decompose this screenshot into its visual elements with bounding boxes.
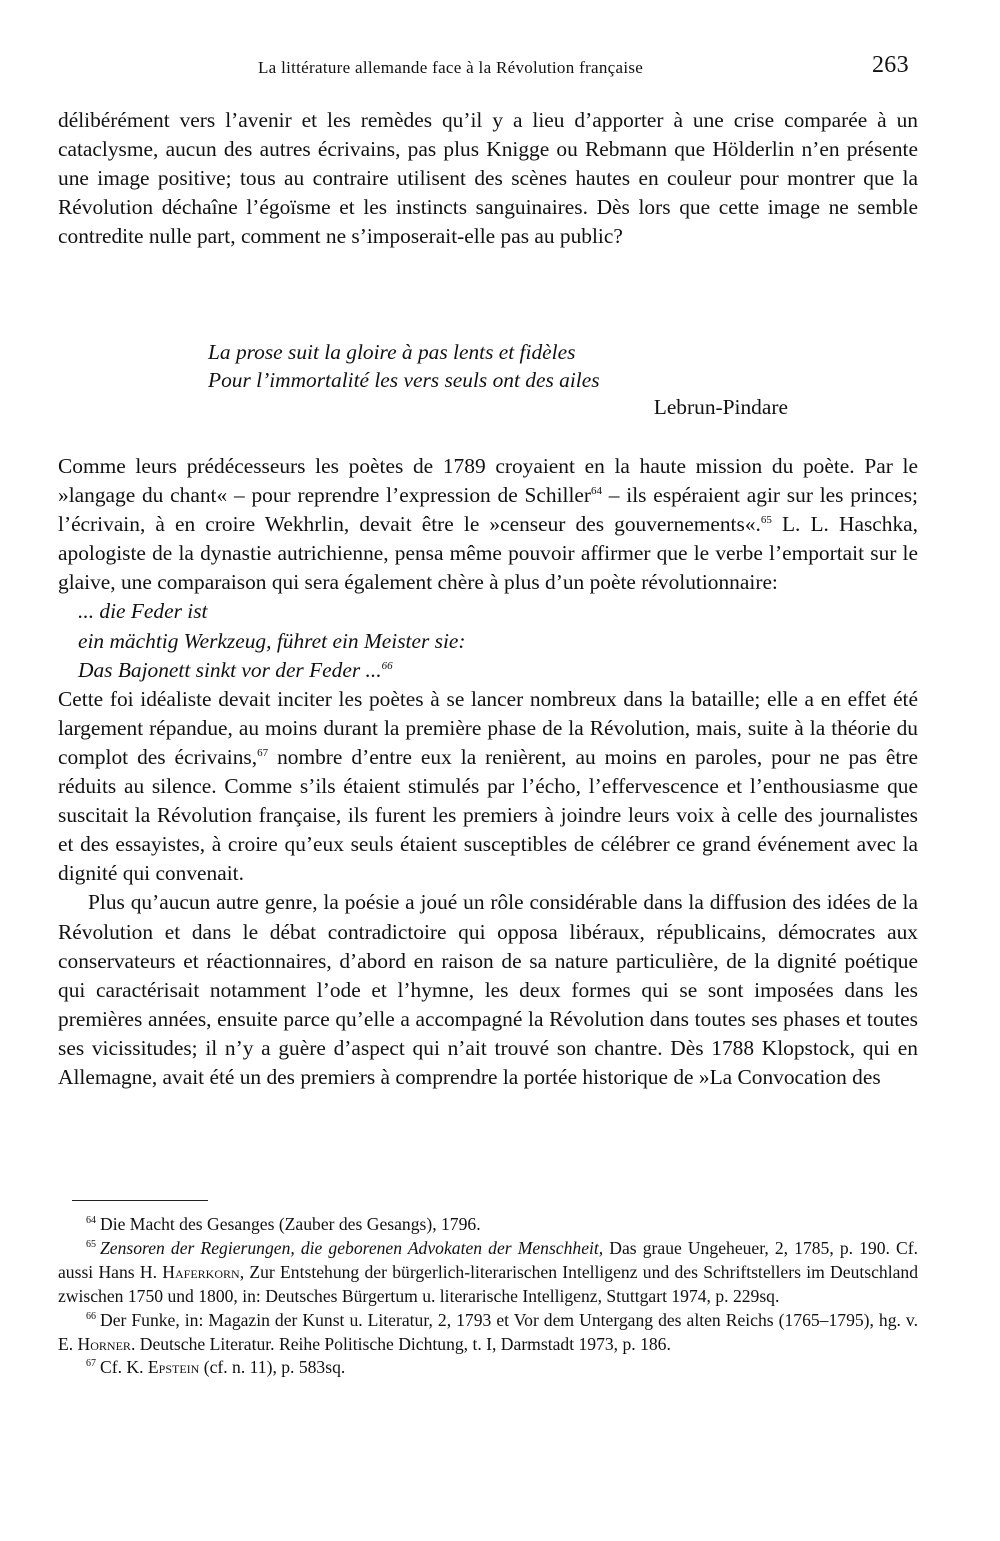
footnote-ref: 64 [591,485,603,498]
page-number: 263 [872,52,909,78]
epigraph-line-2: Pour l’immortalité les vers seuls ont des ailes [208,367,600,392]
paragraph-idealist-faith [58,685,918,889]
footnote-author: Haferkorn [162,1261,240,1282]
footnote-text: Cf. K. [100,1357,148,1378]
verse-line-1: ... die Feder ist [78,599,208,624]
text-block-top [58,106,918,251]
footnote-mark: 65 [86,1238,96,1250]
footnote-ref: 67 [257,746,269,759]
verse-line-3 [78,656,918,685]
footnote-mark: 66 [86,1310,96,1322]
footnote-text: (cf. n. 11), p. 583sq. [199,1357,346,1378]
footnote-mark: 67 [86,1358,96,1370]
epigraph [208,339,788,422]
footnote-author: Epstein [147,1357,200,1378]
footnotes [58,1213,918,1380]
footnote-title: Zensoren der Regierungen, die geborenen Advokaten der Menschheit, [100,1237,604,1258]
verse-quotation [58,597,918,684]
footnote-text: Das graue Ungeheuer, 2, 1785, p. 190. Cf. aussi Hans H. [58,1237,918,1282]
footnote-text: , Zur Entstehung der bürgerlich-literarischen Intelligenz und des Schriftstellers im Deutschland zwischen 1750 und 1800, in: Deutsches Bürgertum u. literarische Intelligenz, Stuttgart 1974, p. 229sq. [58,1261,918,1306]
paragraph-poetry-role: Plus qu’aucun autre genre, la poésie a joué un rôle considérable dans la diffusion des idées de la Révolution et dans le débat contradictoire qui opposa libéraux, républicains, démocrates aux conservateurs et réactionnaires, d’abord en raison de sa nature particulière, de la dignité poétique qui caractérisait notamment l’ode et l’hymne, les deux formes qui se sont imposées dans les premières années, ensuite parce qu’elle a accompagné la Révolution dans toutes ses phases et toutes ses vicissitudes; il n’y a guère d’aspect qui n’ait trouvé son chantre. Dès 1788 Klopstock, qui en Allemagne, avait été un des premiers à comprendre la portée historique de »La Convocation des [58,890,918,1089]
text-block-main [58,452,918,1092]
verse-line-2: ein mächtig Werkzeug, führet ein Meister sie: [78,628,466,653]
verse-text: Das Bajonett sinkt vor der Feder ... [78,657,382,682]
footnote-66 [58,1309,918,1357]
footnote-author: Horner [77,1333,131,1354]
footnote-text: . Deutsche Literatur. Reihe Politische Dichtung, t. I, Darmstadt 1973, p. 186. [130,1333,671,1354]
footnote-65 [58,1237,918,1309]
footnote-ref: 65 [760,514,772,527]
footnote-64 [58,1213,918,1237]
footnote-divider [72,1200,208,1201]
footnote-mark: 64 [86,1215,96,1226]
paragraph-text: L. L. Haschka, apologiste de la dynastie autrichienne, pensa même pouvoir affirmer que le verbe l’emportait sur le glaive, une comparaison qui sera également chère à plus d’un poète révolutionnaire: [58,512,918,595]
paragraph-text: Cette foi idéaliste devait inciter les poètes à se lancer nombreux dans la bataille; elle a en effet été largement répandue, au moins durant la première phase de la Révolution, mais, suite à la théorie du complot des écrivains, [58,686,918,769]
paragraph-text: Comme leurs prédécesseurs les poètes de 1789 croyaient en la haute mission du poète. Par le »langage du chant« – pour reprendre l’expression de Schiller [58,454,918,508]
paragraph-text: nombre d’entre eux la renièrent, au moins en paroles, pour ne pas être réduits au silence. Comme s’ils étaient stimulés par l’écho, l’effervescence et l’enthousiasme que suscitait la Révolution française, ils furent les premiers à joindre leurs voix à celle des journalistes et des essayistes, à croire qu’eux seuls étaient susceptibles de célébrer ce grand événement avec la dignité qui convenait. [58,744,918,886]
paragraph-poets-mission [58,452,918,597]
epigraph-author: Lebrun-Pindare [653,395,788,419]
epigraph-line-1: La prose suit la gloire à pas lents et fidèles [208,340,576,364]
footnote-ref: 66 [381,659,393,672]
footnote-text: Die Macht des Gesanges (Zauber des Gesangs), 1796. [100,1214,481,1234]
paragraph-continued: délibérément vers l’avenir et les remèdes qu’il y a lieu d’apporter à une crise comparée à un cataclysme, aucun des autres écrivains, pas plus Knigge ou Rebmann que Hölderlin n’en présente une image positive; tous au contraire utilisent des scènes hautes en couleur pour montrer que la Révolution déchaîne l’égoïsme et les instincts sanguinaires. Dès lors que cette image ne semble contredite nulle part, comment ne s’imposerait-elle pas au public? [58,108,918,249]
footnote-text: Der Funke, in: Magazin der Kunst u. Literatur, 2, 1793 et Vor dem Untergang des alten Reichs (1765–1795), hg. v. E. [58,1309,918,1354]
footnote-67 [58,1356,918,1380]
paragraph-text: – ils espéraient agir sur les princes; l’écrivain, à en croire Wekhrlin, devait être le »censeur des gouvernements«. [58,483,918,537]
running-title: La littérature allemande face à la Révolution française [258,58,644,77]
